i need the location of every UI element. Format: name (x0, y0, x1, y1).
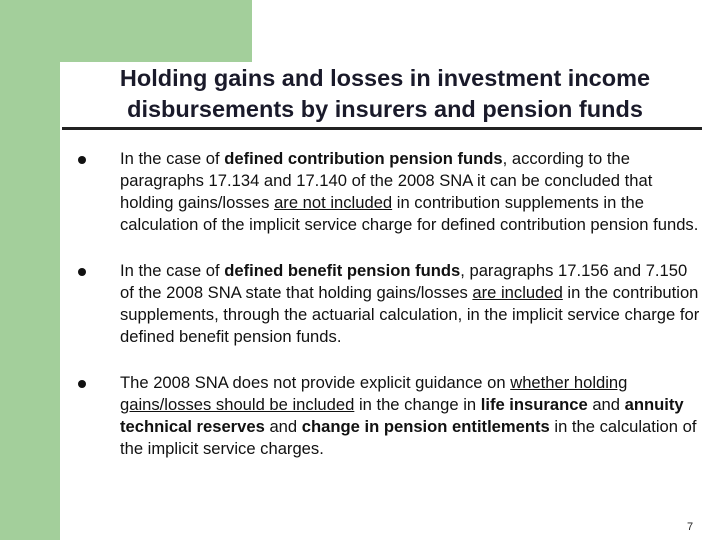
bullet-text: In the case of (120, 149, 225, 168)
decor-green-strip (0, 92, 60, 540)
bullet-text-bold: defined benefit pension funds (224, 261, 461, 280)
title-underline (62, 127, 702, 130)
bullet-text: in the change in (354, 395, 481, 414)
bullet-text: in the contribution supplements, through the actuarial calculation, in the implicit service charge for defined benefit pension funds. (120, 283, 700, 346)
bullet-text: , according to the paragraphs 17.134 and 17.140 of the 2008 SNA it can be concluded that holding gains/losses (120, 149, 653, 212)
bullet-text: and (264, 417, 302, 436)
bullet-dot-icon (78, 268, 86, 276)
bullet-text-underline: are included (472, 283, 563, 302)
bullet-dot-icon (78, 156, 86, 164)
bullet-text-bold: life insurance (480, 395, 588, 414)
bullet-text: In the case of (120, 261, 225, 280)
bullet-text: The 2008 SNA does not provide explicit guidance on (120, 373, 511, 392)
bullet-text-bold: annuity technical reserves (120, 395, 684, 436)
bullet-list (75, 148, 700, 460)
bullet-text: and (587, 395, 625, 414)
bullet-text: in the calculation of the implicit service charges. (120, 417, 697, 458)
bullet-text-bold: change in pension entitlements (301, 417, 550, 436)
title-line-2: disbursements by insurers and pension funds (127, 96, 643, 122)
bullet-item (75, 148, 700, 236)
bullet-item (75, 260, 700, 348)
page-number: 7 (687, 521, 694, 533)
bullet-dot-icon (78, 380, 86, 388)
bullet-text-bold: defined contribution pension funds (224, 149, 503, 168)
bullet-text: in contribution supplements in the calculation of the implicit service charge for defined contribution pension funds. (120, 193, 699, 234)
bullet-text-underline: are not included (274, 193, 393, 212)
title-line-1: Holding gains and losses in investment income (119, 65, 651, 91)
bullet-item (75, 372, 700, 460)
slide-title (60, 63, 710, 125)
bullet-text-underline: whether holding gains/losses should be included (120, 373, 628, 414)
bullet-text: , paragraphs 17.156 and 7.150 of the 2008 SNA state that holding gains/losses (120, 261, 688, 302)
